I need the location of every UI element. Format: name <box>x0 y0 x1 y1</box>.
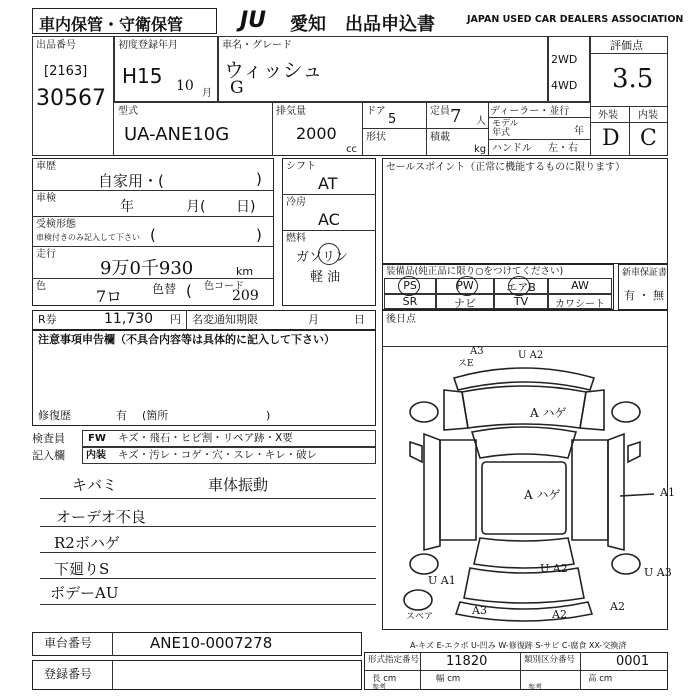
note-line1: キバミ <box>72 476 118 494</box>
inspector-label1: 検査員 <box>32 432 65 445</box>
model-year-label: モデル 年式 <box>492 119 519 138</box>
ticket-label: R券 <box>38 313 57 326</box>
name-change-day: 日 <box>354 313 365 326</box>
equip-leather: カワシート <box>548 294 612 309</box>
shape-label: 形状 <box>366 132 386 143</box>
transfer-label: 受検形態 <box>36 219 76 230</box>
dmg-a-hage-roof: A ハゲ <box>524 488 561 502</box>
spare-label: スペア <box>406 612 434 622</box>
sales-block <box>382 158 668 264</box>
inspector-interior: 内装 <box>86 450 106 461</box>
handle-value: 左・右 <box>548 143 578 154</box>
fuel-label: 燃料 <box>286 233 306 244</box>
association-name: JAPAN USED CAR DEALERS ASSOCIATION <box>467 14 684 25</box>
mileage-label: 走行 <box>36 249 56 260</box>
int-grade: C <box>640 126 657 151</box>
dmg-a3-top: A3 <box>470 346 484 357</box>
lot-sub: [2163] <box>44 64 88 79</box>
after-label: 後日点 <box>386 314 416 325</box>
lot-label: 出品番号 <box>36 40 76 51</box>
type-label: 型式 <box>118 106 138 117</box>
note-line5: ボデーAU <box>50 584 119 602</box>
inspection-month: 月( <box>186 199 206 215</box>
reg-label: 初度登録年月 <box>118 40 178 51</box>
history-label: 車歴 <box>36 161 56 172</box>
mileage-value: 9万0千930 <box>100 258 194 279</box>
equip-sr: SR <box>384 294 436 309</box>
note-line3: R2ボハゲ <box>54 534 120 552</box>
equip-ps: PS <box>384 278 436 294</box>
fuel-gasoline: ガソリン <box>296 250 349 265</box>
inspection-year: 年 <box>120 199 134 215</box>
equip-label: 装備品(純正品に限り○をつけてください) <box>386 266 564 277</box>
ps-circle <box>398 276 420 296</box>
ac-label: 冷房 <box>286 197 306 208</box>
door-value: 5 <box>388 112 397 127</box>
equip-pw: PW <box>436 278 494 294</box>
mileage-unit: km <box>236 265 254 278</box>
type-no-value: 11820 <box>446 654 488 669</box>
dmg-a-hage-hood: A ハゲ <box>530 406 567 420</box>
chassis-label: 車台番号 <box>44 636 93 650</box>
class-no-value: 0001 <box>616 654 650 669</box>
plate-label: 登録番号 <box>44 667 93 681</box>
inspector-row1-text: キズ・飛石・ヒビ割・リペア跡・X要 <box>118 432 293 444</box>
lot-number: 30567 <box>36 86 106 111</box>
history-value: 自家用・( <box>98 172 164 190</box>
transfer-note: 車検付きのみ記入して下さい <box>36 233 140 242</box>
color-code-label: 色コード <box>204 281 244 292</box>
load-unit: kg <box>474 144 487 155</box>
repair-place: (箇所 <box>142 409 169 422</box>
note-body: 車体振動 <box>208 476 269 494</box>
length-label: 長 cm <box>372 674 397 684</box>
ext-label: 外装 <box>598 110 618 121</box>
score-label: 評価点 <box>610 39 643 52</box>
shift-label: シフト <box>286 161 316 172</box>
drive-4wd: 4WD <box>551 79 578 92</box>
capacity-unit: 人 <box>476 116 486 127</box>
transfer-open: ( <box>150 226 156 244</box>
color-value: 7ロ <box>96 287 123 306</box>
repair-label: 修復歴 <box>38 409 71 422</box>
repair-value: 有 <box>116 409 127 422</box>
model-grade: G <box>230 78 244 98</box>
warranty-label: 新車保証書 <box>622 268 668 278</box>
color-change-paren: ( <box>186 282 192 300</box>
disp-value: 2000 <box>296 124 337 143</box>
model-year-unit: 年 <box>574 126 584 137</box>
fuel-circle <box>318 243 340 265</box>
drive-box <box>548 36 590 102</box>
repair-close: ) <box>266 409 271 422</box>
name-change-label: 名変通知期限 <box>192 313 258 326</box>
notes-label: 注意事項申告欄（不具合内容等は具体的に記入して下さい） <box>38 333 335 346</box>
note-line2: オーデオ不良 <box>56 508 146 526</box>
storage-title: 車内保管・守衛保管 <box>39 15 184 34</box>
history-close: ) <box>256 170 262 188</box>
inspection-day: 日) <box>236 199 256 215</box>
capacity-label: 定員 <box>430 106 450 117</box>
type-value: UA-ANE10G <box>124 124 230 145</box>
ext-grade: D <box>602 126 620 151</box>
inspector-fw: FW <box>88 433 106 444</box>
equip-navi: ナビ <box>436 294 494 309</box>
transfer-close: ) <box>256 226 262 244</box>
name-change-month: 月 <box>308 313 319 326</box>
reg-month: 10 <box>176 78 194 94</box>
color-code: 209 <box>232 288 259 304</box>
sales-label: セールスポイント（正常に機能するものに限ります） <box>386 162 626 173</box>
equip-aw: AW <box>548 278 612 294</box>
color-label: 色 <box>36 281 46 292</box>
ac-value: AC <box>318 210 340 229</box>
dealer-label: ディーラー・並行 <box>490 106 570 117</box>
type-no-label: 形式指定番号 <box>368 655 420 665</box>
dmg-ua2-rear: U A2 <box>540 562 568 575</box>
dmg-ua2-top: U A2 <box>518 350 544 361</box>
dmg-a2-rear: A2 <box>552 608 567 621</box>
inspection-label: 車検 <box>36 193 56 204</box>
fuel-diesel: 軽 油 <box>310 270 341 285</box>
ref1-label: 参考 <box>372 683 386 691</box>
airbag-circle <box>508 276 530 296</box>
reg-month-unit: 月 <box>202 88 212 99</box>
form-title: 出品申込書 <box>345 14 435 35</box>
dmg-ua1: U A1 <box>428 574 456 587</box>
handle-label: ハンドル <box>492 143 532 154</box>
inspector-label2: 記入欄 <box>32 449 65 462</box>
equip-tv: TV <box>494 294 548 309</box>
width-label: 幅 cm <box>436 674 461 684</box>
storage-label <box>32 8 217 34</box>
dmg-a2-right: A2 <box>610 600 625 613</box>
model-name: ウィッシュ <box>224 58 323 82</box>
height-label: 高 cm <box>588 674 613 684</box>
disp-unit: cc <box>346 144 357 155</box>
damage-legend: A-キズ E-エクボ U-凹み W-修復跡 S-サビ C-腐食 XX-交換済 <box>410 641 627 650</box>
ref2-label: 参考 <box>528 683 542 691</box>
reg-year: H15 <box>122 64 163 88</box>
inspector-row2-text: キズ・汚レ・コゲ・穴・スレ・キレ・破レ <box>118 449 318 461</box>
load-label: 積載 <box>430 132 450 143</box>
dmg-se: スE <box>458 359 474 369</box>
door-label: ドア <box>366 106 386 117</box>
model-label: 車名・グレード <box>222 40 292 51</box>
pw-circle <box>456 276 478 296</box>
ticket-unit: 円 <box>170 313 181 326</box>
dmg-ua3: U A3 <box>644 566 672 579</box>
int-label: 内装 <box>638 110 658 121</box>
chassis-value: ANE10-0007278 <box>150 634 273 652</box>
capacity-value: 7 <box>450 106 462 127</box>
color-change: 色替 <box>152 282 177 296</box>
class-no-label: 類別区分番号 <box>524 655 576 665</box>
shift-value: AT <box>318 174 338 193</box>
drive-2wd: 2WD <box>551 53 578 66</box>
dmg-a1-right: A1 <box>660 486 675 499</box>
org-name: 愛知 <box>290 14 326 35</box>
warranty-value: 有 ・ 無 <box>624 289 664 302</box>
disp-label: 排気量 <box>276 106 306 117</box>
ju-logo: JU <box>240 8 267 33</box>
dmg-a3-rear: A3 <box>472 604 487 617</box>
equip-airbag: エアB <box>494 278 548 294</box>
note-line4: 下廻りS <box>54 560 110 578</box>
score-value: 3.5 <box>612 64 654 94</box>
ticket-value: 11,730 <box>104 311 153 327</box>
